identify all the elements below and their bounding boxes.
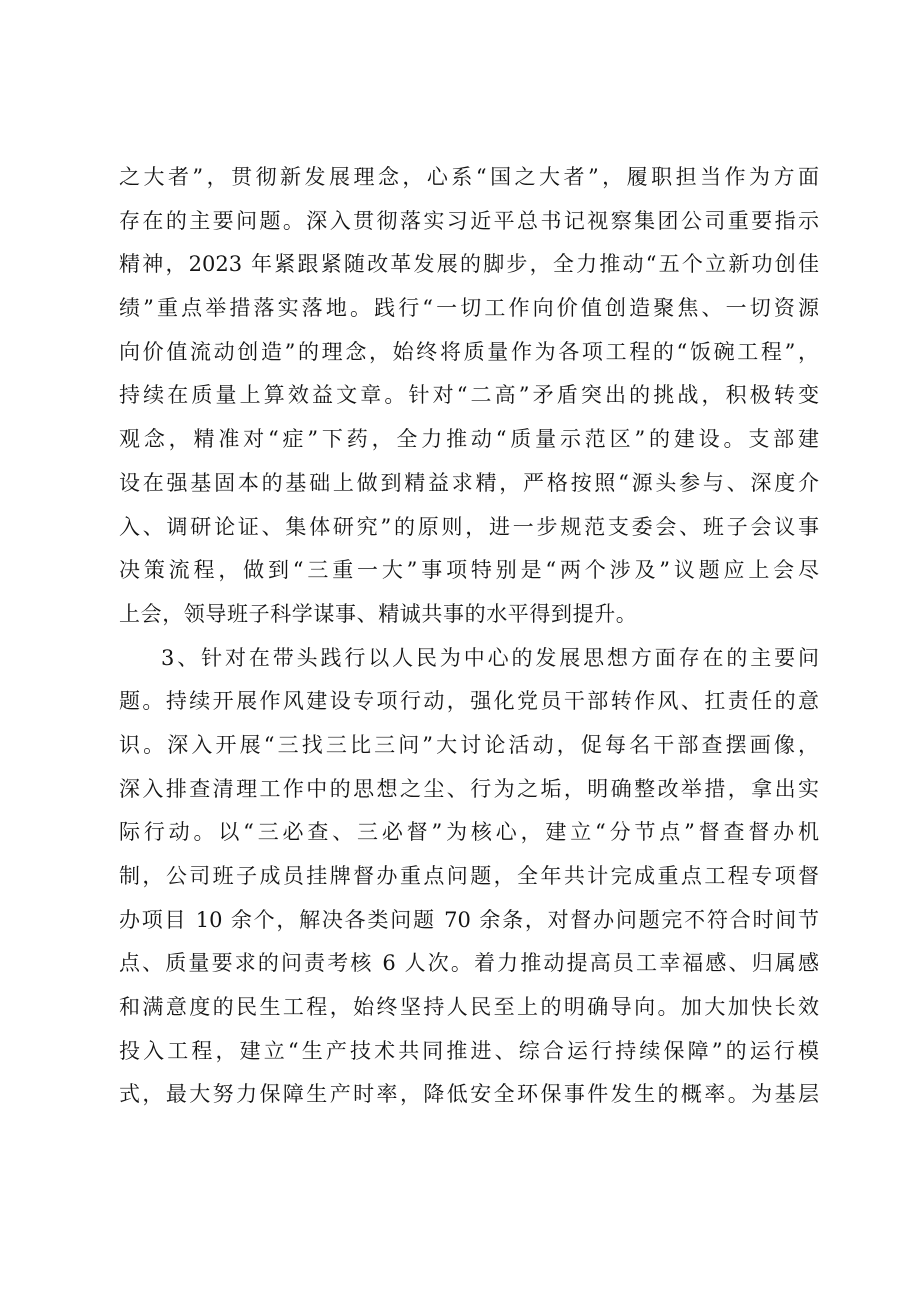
text-line-paragraph-start: 3、针对在带头践行以人民为中心的发展思想方面存在的主要问 [161, 645, 819, 670]
text-line-paragraph-end: 上会，领导班子科学谋事、精诚共事的水平得到提升。 [119, 601, 638, 626]
text-line: 观念，精准对“症”下药，全力推动“质量示范区”的建设。支部建 [119, 427, 819, 452]
text-line: 向价值流动创造”的理念，始终将质量作为各项工程的“饭碗工程”， [119, 339, 819, 364]
text-line: 投入工程，建立“生产技术共同推进、综合运行持续保障”的运行模 [119, 1038, 819, 1063]
text-line: 决策流程，做到“三重一大”事项特别是“两个涉及”议题应上会尽 [119, 558, 819, 583]
text-line: 制，公司班子成员挂牌督办重点问题，全年共计完成重点工程专项督 [119, 864, 819, 888]
body-text [119, 156, 819, 1117]
text-line: 识。深入开展“三找三比三问”大讨论活动，促每名干部查摆画像， [119, 732, 819, 757]
text-line: 之大者”，贯彻新发展理念，心系“国之大者”，履职担当作为方面 [119, 165, 819, 189]
text-line: 持续在质量上算效益文章。针对“二高”矛盾突出的挑战，积极转变 [119, 383, 819, 408]
text-line: 深入排查清理工作中的思想之尘、行为之垢，明确整改举措，拿出实 [119, 776, 819, 801]
text-line: 办项目 10 余个，解决各类问题 70 余条，对督办问题完不符合时间节 [119, 907, 819, 932]
text-line: 入、调研论证、集体研究”的原则，进一步规范支委会、班子会议事 [119, 514, 819, 539]
text-line: 绩”重点举措落实落地。践行“一切工作向价值创造聚焦、一切资源 [119, 296, 819, 321]
text-line: 式，最大努力保障生产时率，降低安全环保事件发生的概率。为基层 [119, 1082, 819, 1107]
text-line: 和满意度的民生工程，始终坚持人民至上的明确导向。加大加快长效 [119, 995, 819, 1020]
text-line: 点、质量要求的问责考核 6 人次。着力推动提高员工幸福感、归属感 [119, 951, 819, 976]
text-line: 存在的主要问题。深入贯彻落实习近平总书记视察集团公司重要指示 [119, 208, 819, 233]
text-line: 题。持续开展作风建设专项行动，强化党员干部转作风、扛责任的意 [119, 689, 819, 714]
text-line: 设在强基固本的基础上做到精益求精，严格按照“源头参与、深度介 [119, 470, 819, 495]
text-line: 际行动。以“三必查、三必督”为核心，建立“分节点”督查督办机 [119, 820, 819, 845]
text-line: 精神，2023 年紧跟紧随改革发展的脚步，全力推动“五个立新功创佳 [119, 252, 819, 277]
